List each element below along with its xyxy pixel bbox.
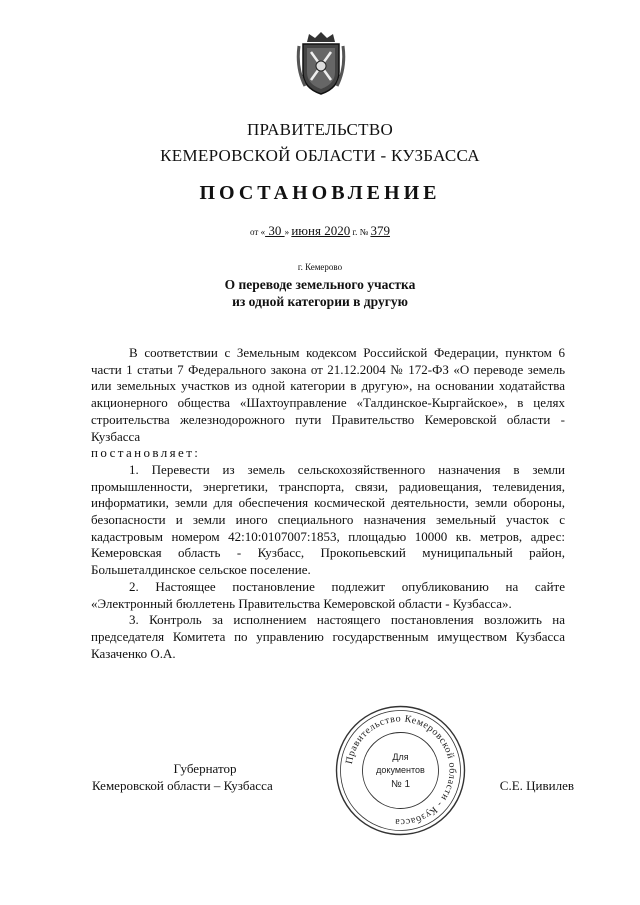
- date-number-line: [0, 223, 640, 239]
- item-3-paragraph: 3. Контроль за исполнением настоящего постановления возложить на председателя Комитета по управлению государственным имуществом Кузбасса Казаченко О.А.: [91, 612, 565, 661]
- seal-center-line2: документов: [376, 765, 425, 775]
- coat-of-arms-emblem: [295, 28, 347, 98]
- org-name-line2: КЕМЕРОВСКОЙ ОБЛАСТИ - КУЗБАССА: [160, 146, 480, 165]
- document-number: 379: [370, 223, 390, 238]
- subject-line1: О переводе земельного участка: [224, 277, 416, 292]
- subject-line2: из одной категории в другую: [232, 294, 408, 309]
- date-month-year: июня 2020: [291, 223, 351, 238]
- seal-center-line1: Для: [392, 752, 409, 762]
- date-prefix: от «: [250, 227, 266, 237]
- official-seal-stamp: [333, 703, 468, 838]
- preamble-paragraph: В соответствии с Земельным кодексом Российской Федерации, пунктом 6 части 1 статьи 7 Федерального закона от 21.12.2004 № 172-ФЗ «О переводе земель или земельных участков из одной категории в другую», на основании ходатайства акционерного общества «Шахтоуправление «Талдинское-Кыргайское», в целях строительства железнодорожного пути Правительство Кемеровской области - Кузбасса: [91, 345, 565, 444]
- date-day: 30: [265, 223, 285, 238]
- date-mid: »: [284, 227, 292, 237]
- signatory-name: С.Е. Цивилев: [499, 778, 574, 793]
- org-name-line1: ПРАВИТЕЛЬСТВО: [246, 120, 394, 139]
- city-label: г. Кемерово: [297, 262, 343, 272]
- item-2-paragraph: 2. Настоящее постановление подлежит опубликованию на сайте «Электронный бюллетень Правительства Кемеровской области - Кузбасса».: [91, 578, 565, 611]
- resolves-paragraph: постановляет:: [91, 445, 201, 461]
- signatory-title-line1: Губернатор: [173, 761, 237, 776]
- signatory-title-line2: Кемеровской области – Кузбасса: [92, 778, 273, 793]
- document-type-title: ПОСТАНОВЛЕНИЕ: [199, 182, 441, 204]
- item-1-paragraph: 1. Перевести из земель сельскохозяйственного назначения в земли промышленности, энергетики, транспорта, связи, радиовещания, телевидения, информатики, земли для обеспечения космической деятельности, земли обороны, безопасности и земли иного специального назначения земельный участок с кадастровым номером 42:10:0107007:1853, площадью 10000 кв. метров, адрес: Кемеровская область - Кузбасс, Прокопьевский муниципальный район, Большеталдинское сельское поселение.: [91, 461, 565, 578]
- date-suffix: г. №: [350, 227, 371, 237]
- seal-center-line3: № 1: [390, 779, 411, 790]
- seal-ring-text: Правительство Кемеровской области - Кузбасса: [343, 713, 458, 828]
- document-body: [91, 345, 565, 662]
